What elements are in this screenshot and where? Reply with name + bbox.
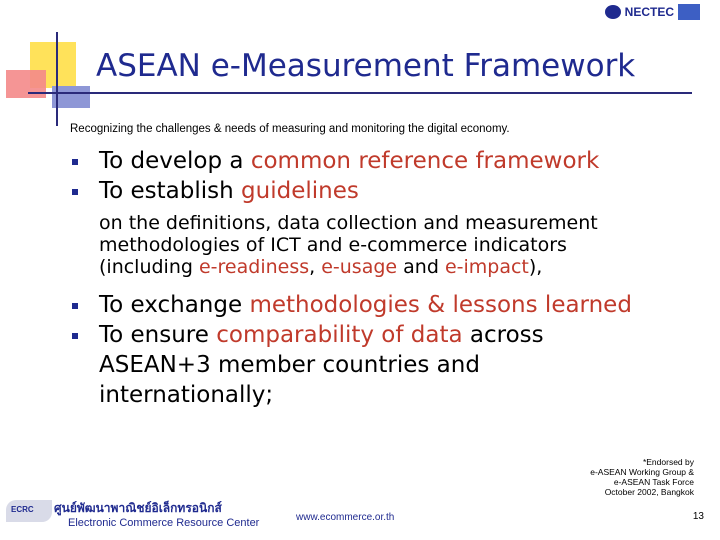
bullet-continuation bbox=[70, 212, 710, 278]
continuation-line: methodologies of ICT and e-commerce indicators bbox=[99, 234, 567, 256]
continuation-text: and bbox=[397, 256, 445, 278]
continuation-line bbox=[99, 256, 710, 278]
bullet-text: To develop a bbox=[99, 148, 251, 174]
endorsement-line: *Endorsed by bbox=[642, 457, 694, 467]
endorsement-line: October 2002, Bangkok bbox=[604, 487, 694, 497]
nectec-box-icon bbox=[678, 4, 700, 20]
bullet-text: To establish bbox=[99, 178, 242, 204]
bullet-text: To exchange bbox=[99, 292, 250, 318]
endorsement-line: e-ASEAN Task Force bbox=[613, 477, 694, 487]
highlight-text: e-readiness bbox=[198, 256, 310, 278]
bullet-item bbox=[70, 290, 710, 320]
highlight-text: e-impact bbox=[444, 256, 529, 278]
bullet-text: internationally; bbox=[99, 382, 274, 408]
bullet-icon bbox=[72, 303, 78, 309]
highlight-text: e-usage bbox=[321, 256, 398, 278]
page-number: 13 bbox=[692, 511, 704, 522]
bullet-icon bbox=[72, 159, 78, 165]
bullet-item bbox=[70, 146, 710, 176]
footer bbox=[0, 490, 720, 540]
bullet-item bbox=[70, 320, 710, 410]
continuation-text: ), bbox=[528, 256, 543, 278]
bullet-item bbox=[70, 176, 710, 206]
endorsement-line: e-ASEAN Working Group & bbox=[590, 467, 694, 477]
org-name-thai: ศูนย์พัฒนาพาณิชย์อิเล็กทรอนิกส์ bbox=[54, 501, 222, 515]
nectec-logo-text: NECTEC bbox=[624, 5, 674, 19]
bullet-icon bbox=[72, 333, 78, 339]
nectec-mark-icon bbox=[605, 5, 621, 19]
page-title: ASEAN e-Measurement Framework bbox=[96, 48, 636, 84]
highlight-text: common reference framework bbox=[250, 148, 600, 174]
highlight-text: methodologies & lessons learned bbox=[249, 292, 632, 318]
nectec-logo bbox=[605, 4, 700, 20]
footer-url: www.ecommerce.or.th bbox=[296, 512, 395, 523]
bullet-list bbox=[70, 146, 710, 410]
bullet-text: ASEAN+3 member countries and bbox=[99, 352, 480, 378]
org-name-english: Electronic Commerce Resource Center bbox=[68, 517, 260, 529]
decor-vertical-line bbox=[56, 32, 58, 126]
highlight-text: guidelines bbox=[241, 178, 359, 204]
continuation-text: , bbox=[309, 256, 322, 278]
bullet-icon bbox=[72, 189, 78, 195]
ecrc-logo-text: ECRC bbox=[11, 505, 34, 514]
title-underline bbox=[28, 92, 692, 94]
continuation-text: (including bbox=[99, 256, 199, 278]
bullet-text: To ensure bbox=[99, 322, 217, 348]
bullet-text: across bbox=[462, 322, 544, 348]
continuation-line: on the definitions, data collection and measurement bbox=[99, 212, 598, 234]
subtitle: Recognizing the challenges & needs of measuring and monitoring the digital economy. bbox=[70, 123, 510, 135]
highlight-text: comparability of data bbox=[216, 322, 463, 348]
